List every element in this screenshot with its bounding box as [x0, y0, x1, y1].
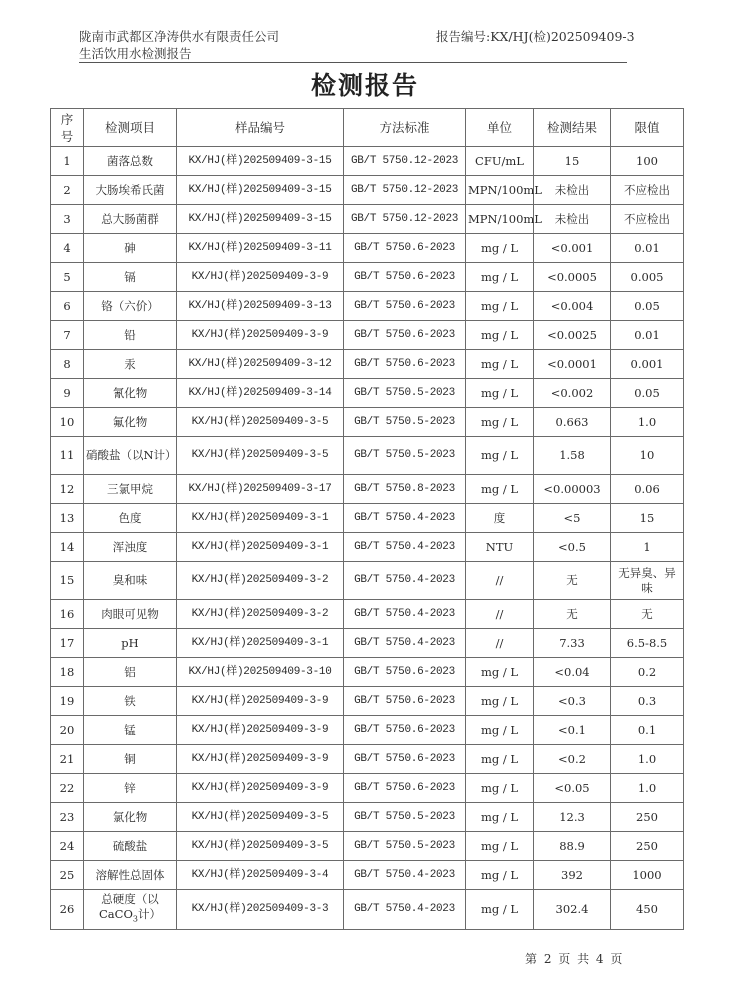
test-result: <0.05 — [534, 774, 611, 803]
unit: mg / L — [466, 803, 534, 832]
sample-id: KX/HJ(样)202509409-3-5 — [177, 408, 344, 437]
sample-id: KX/HJ(样)202509409-3-9 — [177, 263, 344, 292]
table-row — [51, 861, 684, 890]
row-number: 23 — [51, 803, 84, 832]
method-standard: GB/T 5750.6-2023 — [344, 263, 466, 292]
sample-id: KX/HJ(样)202509409-3-9 — [177, 687, 344, 716]
test-result: <0.04 — [534, 658, 611, 687]
table-row — [51, 504, 684, 533]
table-row — [51, 890, 684, 930]
company-name: 陇南市武都区净涛供水有限责任公司 — [79, 29, 280, 44]
row-number: 20 — [51, 716, 84, 745]
method-standard: GB/T 5750.6-2023 — [344, 321, 466, 350]
unit: mg / L — [466, 437, 534, 475]
row-number: 14 — [51, 533, 84, 562]
unit: // — [466, 600, 534, 629]
col-header-item: 检测项目 — [84, 109, 177, 147]
sample-id: KX/HJ(样)202509409-3-1 — [177, 533, 344, 562]
row-number: 10 — [51, 408, 84, 437]
row-number: 16 — [51, 600, 84, 629]
test-item: 总大肠菌群 — [84, 205, 177, 234]
limit-value: 6.5-8.5 — [611, 629, 684, 658]
page-number: 第 2 页 共 4 页 — [525, 952, 623, 966]
method-standard: GB/T 5750.5-2023 — [344, 437, 466, 475]
row-number: 17 — [51, 629, 84, 658]
row-number: 12 — [51, 475, 84, 504]
method-standard: GB/T 5750.12-2023 — [344, 147, 466, 176]
test-result: 无 — [534, 600, 611, 629]
sample-id: KX/HJ(样)202509409-3-2 — [177, 562, 344, 600]
test-item: pH — [84, 629, 177, 658]
sample-id: KX/HJ(样)202509409-3-14 — [177, 379, 344, 408]
method-standard: GB/T 5750.5-2023 — [344, 408, 466, 437]
col-header-no: 序 号 — [51, 109, 84, 147]
limit-value: 250 — [611, 832, 684, 861]
unit: mg / L — [466, 292, 534, 321]
test-item: 菌落总数 — [84, 147, 177, 176]
row-number: 2 — [51, 176, 84, 205]
test-result: <0.002 — [534, 379, 611, 408]
limit-value: 0.05 — [611, 379, 684, 408]
test-item: 氯化物 — [84, 803, 177, 832]
test-item: 大肠埃希氏菌 — [84, 176, 177, 205]
method-standard: GB/T 5750.5-2023 — [344, 803, 466, 832]
limit-value: 10 — [611, 437, 684, 475]
test-result: <0.3 — [534, 687, 611, 716]
method-standard: GB/T 5750.4-2023 — [344, 600, 466, 629]
sample-id: KX/HJ(样)202509409-3-9 — [177, 745, 344, 774]
sample-id: KX/HJ(样)202509409-3-3 — [177, 890, 344, 930]
test-item: 铝 — [84, 658, 177, 687]
unit: mg / L — [466, 832, 534, 861]
method-standard: GB/T 5750.5-2023 — [344, 832, 466, 861]
item-text: 总硬度（以 — [101, 892, 159, 907]
unit: mg / L — [466, 716, 534, 745]
row-number: 13 — [51, 504, 84, 533]
unit: MPN/100mL — [466, 205, 534, 234]
test-result: 无 — [534, 562, 611, 600]
method-standard: GB/T 5750.6-2023 — [344, 774, 466, 803]
limit-value: 450 — [611, 890, 684, 930]
test-item: 铜 — [84, 745, 177, 774]
test-item: 溶解性总固体 — [84, 861, 177, 890]
row-number: 6 — [51, 292, 84, 321]
unit: mg / L — [466, 350, 534, 379]
limit-value: 不应检出 — [611, 176, 684, 205]
limit-value: 1.0 — [611, 745, 684, 774]
method-standard: GB/T 5750.6-2023 — [344, 745, 466, 774]
sample-id: KX/HJ(样)202509409-3-5 — [177, 803, 344, 832]
table-row — [51, 234, 684, 263]
limit-value: 0.005 — [611, 263, 684, 292]
limit-value: 0.2 — [611, 658, 684, 687]
test-result: 15 — [534, 147, 611, 176]
sample-id: KX/HJ(样)202509409-3-11 — [177, 234, 344, 263]
sample-id: KX/HJ(样)202509409-3-17 — [177, 475, 344, 504]
test-result: <0.1 — [534, 716, 611, 745]
test-result: <0.0025 — [534, 321, 611, 350]
row-number: 15 — [51, 562, 84, 600]
method-standard: GB/T 5750.12-2023 — [344, 176, 466, 205]
report-number-value: KX/HJ(检)202509409-3 — [490, 29, 635, 44]
limit-value: 15 — [611, 504, 684, 533]
test-result: <0.001 — [534, 234, 611, 263]
method-standard: GB/T 5750.4-2023 — [344, 890, 466, 930]
sample-id: KX/HJ(样)202509409-3-4 — [177, 861, 344, 890]
table-row — [51, 562, 684, 600]
test-result: <0.0005 — [534, 263, 611, 292]
method-standard: GB/T 5750.4-2023 — [344, 504, 466, 533]
test-result: 未检出 — [534, 176, 611, 205]
method-standard: GB/T 5750.4-2023 — [344, 629, 466, 658]
limit-value: 1.0 — [611, 774, 684, 803]
table-row — [51, 408, 684, 437]
limit-value: 无异臭、异味 — [611, 562, 684, 600]
test-item: 铬（六价） — [84, 292, 177, 321]
method-standard: GB/T 5750.12-2023 — [344, 205, 466, 234]
unit: MPN/100mL — [466, 176, 534, 205]
row-number: 21 — [51, 745, 84, 774]
test-item: 氟化物 — [84, 408, 177, 437]
report-type: 生活饮用水检测报告 — [79, 46, 192, 61]
table-row — [51, 832, 684, 861]
unit: 度 — [466, 504, 534, 533]
item-text: 计） — [137, 907, 161, 922]
row-number: 7 — [51, 321, 84, 350]
row-number: 26 — [51, 890, 84, 930]
test-item: 铁 — [84, 687, 177, 716]
test-result: <0.2 — [534, 745, 611, 774]
test-result: 302.4 — [534, 890, 611, 930]
unit: // — [466, 629, 534, 658]
sample-id: KX/HJ(样)202509409-3-9 — [177, 321, 344, 350]
sample-id: KX/HJ(样)202509409-3-5 — [177, 437, 344, 475]
limit-value: 0.06 — [611, 475, 684, 504]
col-header-limit: 限值 — [611, 109, 684, 147]
test-result: 88.9 — [534, 832, 611, 861]
table-row — [51, 533, 684, 562]
test-item: 硫酸盐 — [84, 832, 177, 861]
limit-value: 250 — [611, 803, 684, 832]
table-row — [51, 205, 684, 234]
limit-value: 0.3 — [611, 687, 684, 716]
table-row — [51, 176, 684, 205]
test-item — [84, 890, 177, 930]
unit: mg / L — [466, 861, 534, 890]
table-row — [51, 147, 684, 176]
limit-value: 100 — [611, 147, 684, 176]
sample-id: KX/HJ(样)202509409-3-15 — [177, 147, 344, 176]
method-standard: GB/T 5750.6-2023 — [344, 658, 466, 687]
test-result: 0.663 — [534, 408, 611, 437]
test-result: <0.00003 — [534, 475, 611, 504]
unit: mg / L — [466, 475, 534, 504]
table-row — [51, 263, 684, 292]
limit-value: 1000 — [611, 861, 684, 890]
method-standard: GB/T 5750.6-2023 — [344, 350, 466, 379]
test-item: 肉眼可见物 — [84, 600, 177, 629]
table-row — [51, 803, 684, 832]
sample-id: KX/HJ(样)202509409-3-9 — [177, 774, 344, 803]
test-item: 锰 — [84, 716, 177, 745]
unit: mg / L — [466, 745, 534, 774]
row-number: 8 — [51, 350, 84, 379]
row-number: 19 — [51, 687, 84, 716]
col-header-result: 检测结果 — [534, 109, 611, 147]
test-item: 砷 — [84, 234, 177, 263]
test-result: <0.0001 — [534, 350, 611, 379]
sample-id: KX/HJ(样)202509409-3-1 — [177, 629, 344, 658]
page-title: 检测报告 — [310, 71, 419, 100]
row-number: 3 — [51, 205, 84, 234]
unit: mg / L — [466, 408, 534, 437]
row-number: 11 — [51, 437, 84, 475]
sample-id: KX/HJ(样)202509409-3-9 — [177, 716, 344, 745]
sample-id: KX/HJ(样)202509409-3-15 — [177, 176, 344, 205]
test-result: 1.58 — [534, 437, 611, 475]
test-item: 铅 — [84, 321, 177, 350]
sample-id: KX/HJ(样)202509409-3-5 — [177, 832, 344, 861]
report-header-left — [79, 28, 279, 62]
col-header-sample: 样品编号 — [177, 109, 344, 147]
report-number-label: 报告编号: — [436, 29, 491, 44]
item-formula: CaCO — [99, 907, 133, 922]
method-standard: GB/T 5750.6-2023 — [344, 716, 466, 745]
limit-value: 1 — [611, 533, 684, 562]
test-item: 汞 — [84, 350, 177, 379]
limit-value: 0.01 — [611, 234, 684, 263]
unit: mg / L — [466, 234, 534, 263]
limit-value: 0.001 — [611, 350, 684, 379]
sample-id: KX/HJ(样)202509409-3-12 — [177, 350, 344, 379]
sample-id: KX/HJ(样)202509409-3-1 — [177, 504, 344, 533]
table-row — [51, 437, 684, 475]
limit-value: 1.0 — [611, 408, 684, 437]
table-row — [51, 321, 684, 350]
col-header-unit: 单位 — [466, 109, 534, 147]
method-standard: GB/T 5750.4-2023 — [344, 533, 466, 562]
unit: mg / L — [466, 687, 534, 716]
method-standard: GB/T 5750.6-2023 — [344, 687, 466, 716]
sample-id: KX/HJ(样)202509409-3-13 — [177, 292, 344, 321]
item-formula-subscript: 3 — [132, 914, 138, 924]
limit-value: 0.1 — [611, 716, 684, 745]
test-result: 392 — [534, 861, 611, 890]
method-standard: GB/T 5750.5-2023 — [344, 379, 466, 408]
unit: mg / L — [466, 658, 534, 687]
test-item: 臭和味 — [84, 562, 177, 600]
table-header-row — [51, 109, 684, 147]
unit: mg / L — [466, 379, 534, 408]
report-number — [436, 28, 635, 45]
unit: mg / L — [466, 263, 534, 292]
table-row — [51, 600, 684, 629]
test-result: 7.33 — [534, 629, 611, 658]
limit-value: 0.05 — [611, 292, 684, 321]
method-standard: GB/T 5750.4-2023 — [344, 562, 466, 600]
test-result: 未检出 — [534, 205, 611, 234]
table-row — [51, 350, 684, 379]
limit-value: 不应检出 — [611, 205, 684, 234]
test-item: 硝酸盐（以N计） — [84, 437, 177, 475]
header-divider — [79, 62, 627, 63]
sample-id: KX/HJ(样)202509409-3-15 — [177, 205, 344, 234]
unit: mg / L — [466, 890, 534, 930]
unit: mg / L — [466, 321, 534, 350]
test-result: <0.004 — [534, 292, 611, 321]
row-number: 4 — [51, 234, 84, 263]
table-row — [51, 774, 684, 803]
method-standard: GB/T 5750.8-2023 — [344, 475, 466, 504]
limit-value: 无 — [611, 600, 684, 629]
table-row — [51, 687, 684, 716]
test-item: 氰化物 — [84, 379, 177, 408]
table-row — [51, 658, 684, 687]
limit-value: 0.01 — [611, 321, 684, 350]
table-row — [51, 716, 684, 745]
test-result: <0.5 — [534, 533, 611, 562]
row-number: 25 — [51, 861, 84, 890]
table-row — [51, 379, 684, 408]
col-header-method: 方法标准 — [344, 109, 466, 147]
method-standard: GB/T 5750.4-2023 — [344, 861, 466, 890]
unit: mg / L — [466, 774, 534, 803]
method-standard: GB/T 5750.6-2023 — [344, 234, 466, 263]
unit: CFU/mL — [466, 147, 534, 176]
table-row — [51, 629, 684, 658]
test-item: 浑浊度 — [84, 533, 177, 562]
results-table — [50, 108, 684, 930]
row-number: 18 — [51, 658, 84, 687]
table-row — [51, 475, 684, 504]
test-item: 色度 — [84, 504, 177, 533]
test-result: <5 — [534, 504, 611, 533]
row-number: 5 — [51, 263, 84, 292]
method-standard: GB/T 5750.6-2023 — [344, 292, 466, 321]
test-item: 镉 — [84, 263, 177, 292]
unit: NTU — [466, 533, 534, 562]
table-row — [51, 745, 684, 774]
sample-id: KX/HJ(样)202509409-3-2 — [177, 600, 344, 629]
table-row — [51, 292, 684, 321]
sample-id: KX/HJ(样)202509409-3-10 — [177, 658, 344, 687]
unit: // — [466, 562, 534, 600]
row-number: 22 — [51, 774, 84, 803]
row-number: 24 — [51, 832, 84, 861]
test-item: 三氯甲烷 — [84, 475, 177, 504]
row-number: 9 — [51, 379, 84, 408]
row-number: 1 — [51, 147, 84, 176]
test-result: 12.3 — [534, 803, 611, 832]
test-item: 锌 — [84, 774, 177, 803]
